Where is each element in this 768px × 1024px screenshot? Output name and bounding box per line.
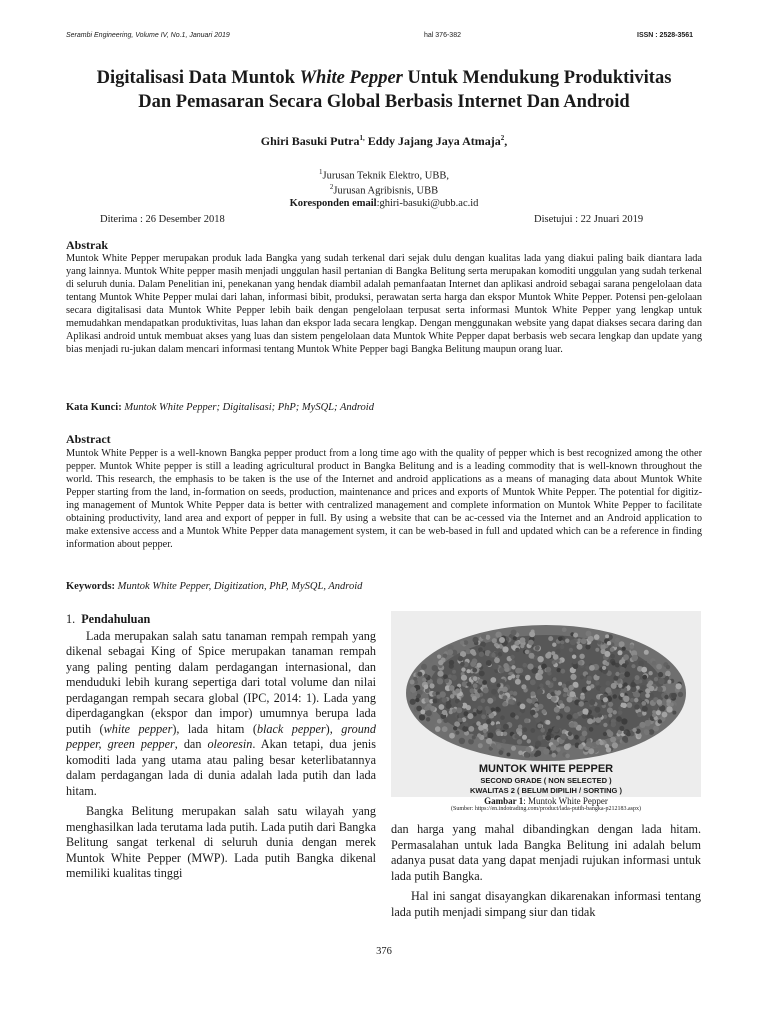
figure-caption: Gambar 1: Muntok White Pepper [484,796,608,806]
date-received: Diterima : 26 Desember 2018 [100,214,225,225]
section-1-left-column [66,612,376,882]
page-number: 376 [376,946,392,957]
photo-label-line3: KWALITAS 2 ( BELUM DIPILIH / SORTING ) [470,786,622,795]
issn: ISSN : 2528-3561 [637,32,694,39]
section-1-heading: 1. Pendahuluan [66,612,151,626]
intro-paragraph-1: Lada merupakan salah satu tanaman rempah rempah yang dikenal sebagai King of Spice merupakan tanaman rempah yang paling penting dalam perdagangan internasional, dan menduduki lebih kurang sepertiga dari total volume dan nilai perdagangan rempah secara global (IPC, 2014: 1). Lada yang diperdagangkan (ekspor dan impor) umumnya berupa lada putih (white pepper), lada hitam (black pepper), ground pepper, green pepper, dan oleoresin. Akan tetapi, dua jenis komoditi lada yang utama atau paling besar keterlibatannya dalam perdagangan lada di dunia adalah lada putih dan lada hitam. [66,628,376,798]
affiliation-1: $^1$Jurusan Teknik Elektro, UBB, [318,168,450,182]
abstract-heading: Abstract [66,432,111,446]
figure-source: (Sumber: https://en.indotrading.com/product/lada-putih-bangka-p212183.aspx) [451,806,641,812]
abstrak-keywords: Kata Kunci: Muntok White Pepper; Digitalisasi; PhP; MySQL; Android [66,402,374,413]
paper-title: Digitalisasi Data Muntok White Pepper Untuk Mendukung Produktivitas Dan Pemasaran Secara Global Berbasis Internet Dan Android [96,68,672,112]
photo-label-line2: SECOND GRADE ( NON SELECTED ) [480,776,612,785]
intro-paragraph-2-cont: dan harga yang mahal dibandingkan dengan lada hitam. Permasalahan untuk lada Bangka Belitung ini adalah belum adanya pusat data yang dapat menjadi rujukan informasi untuk lada putih Bangka. [391,822,701,883]
page-range: hal 376-382 [424,32,461,39]
intro-paragraph-3: Hal ini sangat disayangkan dikarenakan informasi tentang lada putih menjadi simpang siur dan tidak [391,889,701,919]
journal-header: Serambi Engineering, Volume IV, No.1, Januari 2019 [66,32,230,39]
corresponding-email: Koresponden email:ghiri-basuki@ubb.ac.id [289,198,479,209]
abstrak-heading: Abstrak [66,238,109,252]
abstrak-body: Muntok White Pepper merupakan produk lada Bangka yang sudah terkenal dari sejak dulu dengan kualitas lada yang diakui paling baik diantara lada yang lainnya. Muntok White pepper masih menjadi unggulan hasil pertanian di Bangka Belitung serta merupakan komoditi unggulan yang sudah terkenal di seluruh dunia. Dalam Penelitian ini, penekanan yang hendak diambil adalah pemanfaatan Internet dan aplikasi android sebagai sarana pengelolaan data tentang Muntok White Pepper mulai dari lahan, informasi bibit, produksi, perawatan serta harga dan ekspor Muntok White Pepper. Potensi pen-gelolaan secara digitalisasi data Muntok White Pepper lebih baik dengan pengelolaan terpusat serta informasi Muntok White Pepper yang lengkap untuk memudahkan mendapatkan produktivitas, luas lahan dan ekspor lada secara lengkap. Dengan menggunakan website yang dapat diakses secara daring dan Aplikasi android untuk membuat akses yang luas dan sistem pengelolaan data Muntok White Pepper dapat berbasis web secara lengkap dan update yang bias menjadi ru-jukan dalam mencari informasi tentang Muntok White Pepper bagi Bangka Belitung maupun orang luar. [66,253,702,355]
intro-paragraph-2: Bangka Belitung merupakan salah satu wilayah yang menghasilkan lada terutama lada putih. Lada putih dari Bangka Belitung sangat terkenal di seluruh dunia dengan merek Muntok White Pepper (MWP). Lada putih Bangka dikenal memiliki kualitas tinggi [66,804,376,880]
photo-label-line1: MUNTOK WHITE PEPPER [478,763,614,775]
pepper-photo [391,611,701,797]
section-1-right-column [391,822,701,920]
authors: Ghiri Basuki Putra$^{1,}$ Eddy Jajang Jaya Atmaja$^2$, [260,134,508,148]
affiliation-2: $^2$Jurusan Agribisnis, UBB [329,183,439,197]
date-accepted: Disetujui : 22 Jnuari 2019 [534,214,644,225]
abstract-body: Muntok White Pepper is a well-known Bangka pepper product from a long time ago with the quality of pepper which is best recognized among the other pepper. Muntok White pepper is still a leading agricultural product in Bangka Belitung and is a leading commodity that is well-known throughout the world. This research, the emphasis to be taken is the use of the Internet and android applications as a means of managing data about Muntok White Pepper starting from the land, in-formation on seeds, production, maintenance and prices and exports of Muntok White Pepper. The potential for digitiz-ing management of Muntok White Pepper data is better with centralized management and complete information on Muntok White Pepper to facilitate obtaining productivity, land area and export of pepper in full. By using a website that can be ac-cessed via the Internet and an Android application to make extensive access and a Muntok White Pepper data management system, it can be web-based in full and updated which can be a reference in finding information about pepper. [66,448,702,550]
pepper-heap-image [391,611,701,797]
abstract-keywords: Keywords: Muntok White Pepper, Digitization, PhP, MySQL, Android [66,581,363,592]
